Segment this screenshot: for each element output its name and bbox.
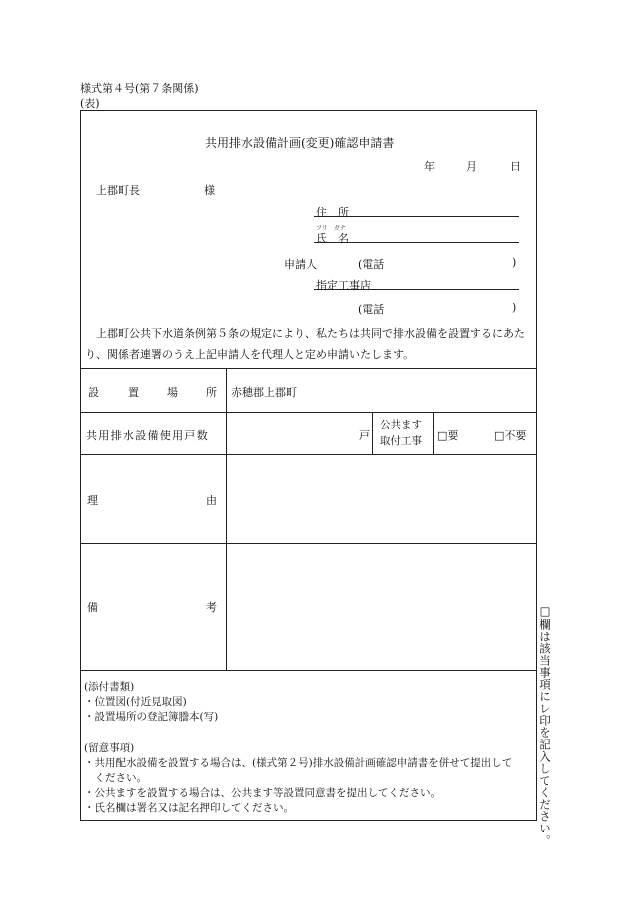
- remarks-label-2: 考: [206, 601, 217, 614]
- frame-right: [536, 110, 537, 820]
- form-number: 様式第４号(第７条関係): [80, 82, 199, 95]
- statement-line2: り、関係者連署のうえ上記申請人を代理人と定め申請いたします。: [85, 348, 415, 361]
- address-label: 住 所: [316, 206, 349, 219]
- date-month: 月: [466, 160, 477, 173]
- location-label-2: 置: [128, 386, 139, 399]
- phone-close: ): [512, 256, 517, 269]
- attach-title: (添付書類): [84, 681, 135, 693]
- caution-title: (留意事項): [84, 742, 135, 754]
- reason-label-2: 由: [206, 494, 217, 507]
- sewer-label-right: [433, 412, 434, 454]
- location-value[interactable]: 赤穂郡上郡町: [231, 386, 297, 399]
- attach-item-2: ・設置場所の登記簿謄本(写): [84, 711, 219, 723]
- table-col-divider: [226, 368, 227, 670]
- phone-open: (電話: [358, 258, 385, 271]
- form-title: 共用排水設備計画(変更)確認申請書: [205, 136, 395, 150]
- addressee-mayor: 上郡町長: [96, 184, 140, 197]
- reason-label-1: 理: [87, 494, 98, 507]
- phone2-close: ): [512, 301, 517, 314]
- option-need[interactable]: □要: [437, 429, 459, 442]
- date-day: 日: [510, 160, 521, 173]
- date-year: 年: [424, 160, 435, 173]
- applicant-label: 申請人: [284, 258, 317, 271]
- table-rule-5: [80, 670, 537, 671]
- statement-line1: 上郡町公共下水道条例第５条の規定により、私たちは共同で排水設備を設置するにあた: [96, 327, 525, 340]
- location-label-1: 設: [88, 386, 99, 399]
- location-label-3: 場: [167, 386, 178, 399]
- sewer-label-1: 公共ます: [380, 419, 422, 431]
- table-rule-3: [80, 454, 537, 455]
- frame-left: [80, 110, 81, 820]
- frame-top: [80, 110, 537, 111]
- name-ruby: フリ ガナ: [316, 225, 346, 232]
- caution-item-3: ・公共ますを設置する場合は、公共ます等設置同意書を提出してください。: [84, 787, 441, 799]
- frame-bottom: [80, 820, 537, 821]
- name-line[interactable]: [314, 242, 519, 243]
- address-line[interactable]: [314, 216, 519, 217]
- contractor-label: 指定工事店: [316, 279, 371, 292]
- remarks-label-1: 備: [87, 601, 98, 614]
- contractor-line[interactable]: [314, 289, 519, 290]
- sewer-label-2: 取付工事: [380, 435, 422, 447]
- caution-item-1: ・共用配水設備を設置する場合は、(様式第２号)排水設備計画確認申請書を併せて提出して: [84, 757, 513, 769]
- location-label-4: 所: [206, 386, 217, 399]
- households-label: 共用排水設備使用戸数: [86, 429, 209, 442]
- side-note: □欄は該当事項にレ印を記入してください。: [538, 604, 552, 847]
- table-rule-2: [80, 412, 537, 413]
- phone2-open: (電話: [358, 303, 385, 316]
- table-rule-4: [80, 543, 537, 544]
- name-label: 氏 名: [316, 232, 349, 245]
- caution-item-2: ください。: [84, 772, 147, 784]
- caution-item-4: ・氏名欄は署名又は記名押印してください。: [84, 802, 294, 814]
- addressee-sama: 様: [204, 184, 215, 197]
- form-side: (表): [80, 97, 100, 110]
- sewer-label-left: [372, 412, 373, 454]
- option-no-need[interactable]: □不要: [494, 429, 527, 442]
- attach-item-1: ・位置図(付近見取図): [84, 696, 187, 708]
- households-unit: 戸: [359, 429, 370, 442]
- table-rule-1: [80, 368, 537, 369]
